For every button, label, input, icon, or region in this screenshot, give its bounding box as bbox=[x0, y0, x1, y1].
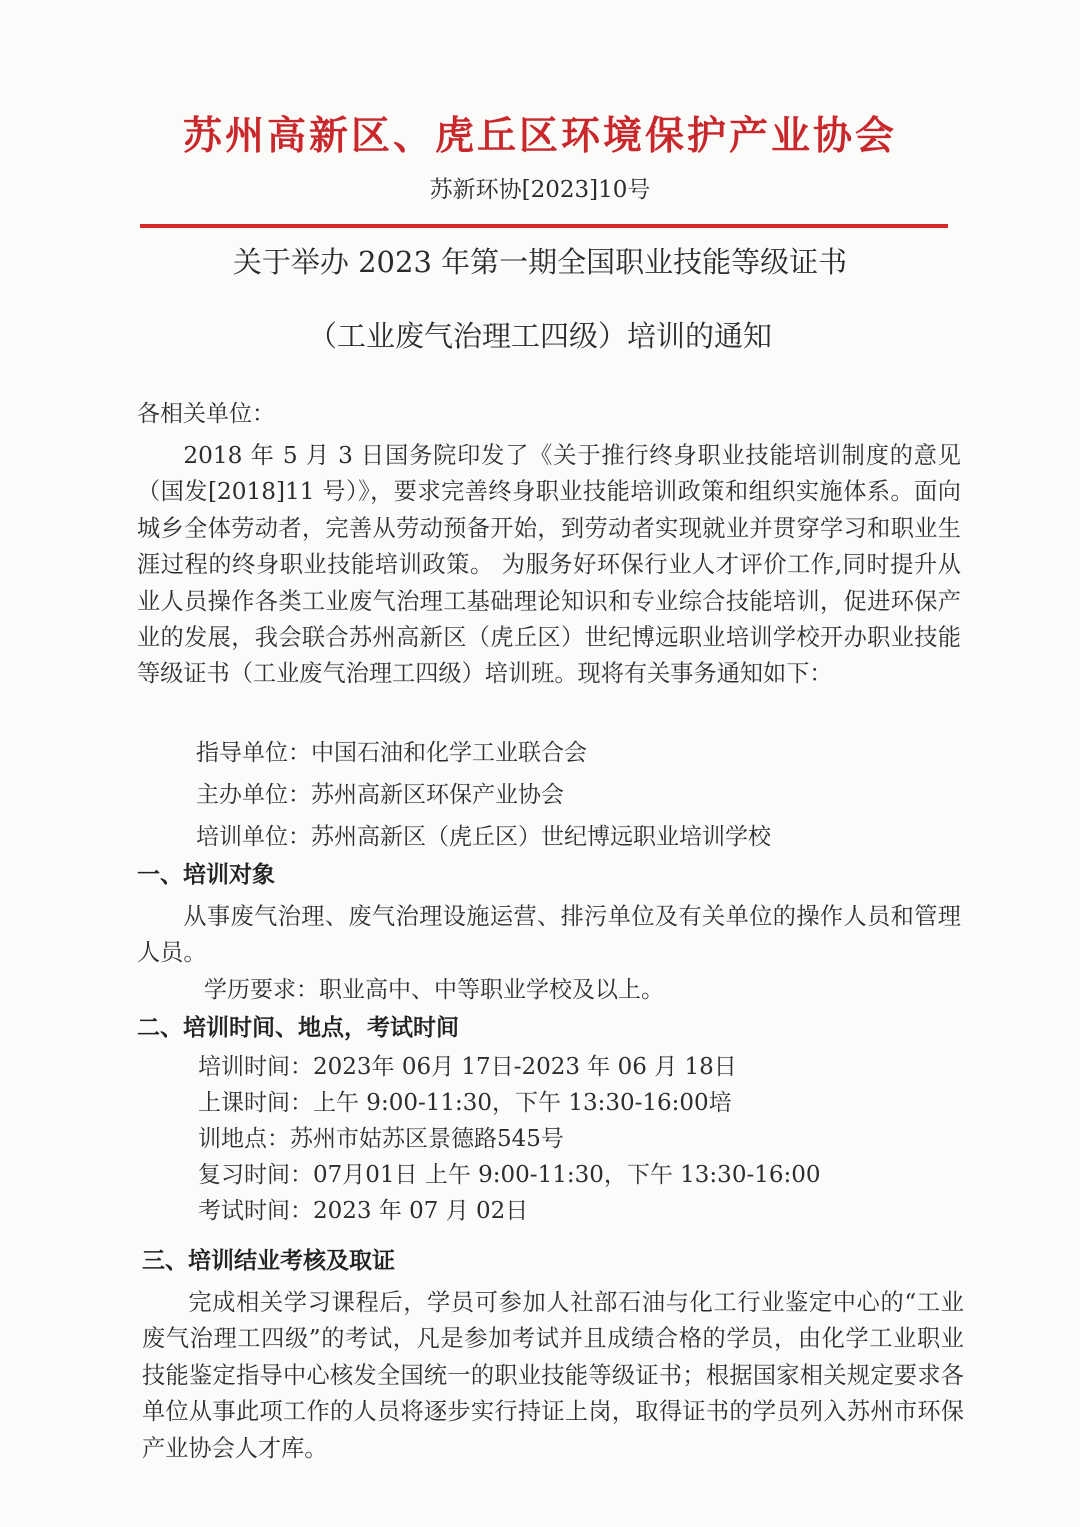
training-location: 训地点：苏州市姑苏区景德路545号 bbox=[198, 1126, 564, 1152]
guide-unit: 指导单位：中国石油和化学工业联合会 bbox=[196, 740, 587, 766]
notice-title-line-1: 关于举办 2023 年第一期全国职业技能等级证书 bbox=[232, 245, 848, 279]
intro-paragraph: 2018 年 5 月 3 日国务院印发了《关于推行终身职业技能培训制度的意见（国发[2018]11 号）》，要求完善终身职业技能培训政策和组织实施体系。面向城乡全体劳动者，完善从劳动预备开始，到劳动者实现就业并贯穿学习和职业生涯过程的终身职业技能培训政策。 为服务好环保行业人才评价工作,同时提升从业人员操作各类工业废气治理工基础理论知识和专业综合技能培训，促进环保产业的发展，我会联合苏州高新区（虎丘区）世纪博远职业培训学校开办职业技能等级证书（工业废气治理工四级）培训班。现将有关事务通知如下： bbox=[137, 442, 961, 688]
section-heading-certification: 三、培训结业考核及取证 bbox=[142, 1248, 395, 1274]
host-unit: 主办单位：苏州高新区环保产业协会 bbox=[196, 782, 564, 808]
trainees-paragraph: 从事废气治理、废气治理设施运营、排污单位及有关单位的操作人员和管理人员。 bbox=[137, 903, 961, 967]
class-time: 上课时间：上午 9:00-11:30，下午 13:30-16:00培 bbox=[198, 1090, 732, 1116]
training-time: 培训时间：2023年 06月 17日-2023 年 06 月 18日 bbox=[198, 1054, 737, 1080]
certification-paragraph: 完成相关学习课程后，学员可参加人社部石油与化工行业鉴定中心的“工业废气治理工四级”的考试，凡是参加考试并且成绩合格的学员，由化学工业职业技能鉴定指导中心核发全国统一的职业技能等级证书；根据国家相关规定要求各单位从事此项工作的人员将逐步实行持证上岗，取得证书的学员列入苏州市环保产业协会人才库。 bbox=[142, 1289, 964, 1462]
notice-title-line-2: （工业废气治理工四级）培训的通知 bbox=[307, 319, 772, 353]
organization-header: 苏州高新区、虎丘区环境保护产业协会 bbox=[182, 113, 897, 159]
exam-time: 考试时间：2023 年 07 月 02日 bbox=[198, 1198, 529, 1224]
section-heading-trainees: 一、培训对象 bbox=[137, 862, 275, 888]
red-divider bbox=[140, 224, 948, 228]
review-time: 复习时间：07月01日 上午 9:00-11:30，下午 13:30-16:00 bbox=[198, 1162, 821, 1188]
section-heading-schedule: 二、培训时间、地点，考试时间 bbox=[137, 1015, 459, 1041]
document-number: 苏新环协[2023]10号 bbox=[429, 177, 651, 203]
training-unit: 培训单位：苏州高新区（虎丘区）世纪博远职业培训学校 bbox=[196, 824, 771, 850]
salutation: 各相关单位： bbox=[137, 401, 275, 427]
education-requirement: 学历要求：职业高中、中等职业学校及以上。 bbox=[204, 977, 664, 1003]
